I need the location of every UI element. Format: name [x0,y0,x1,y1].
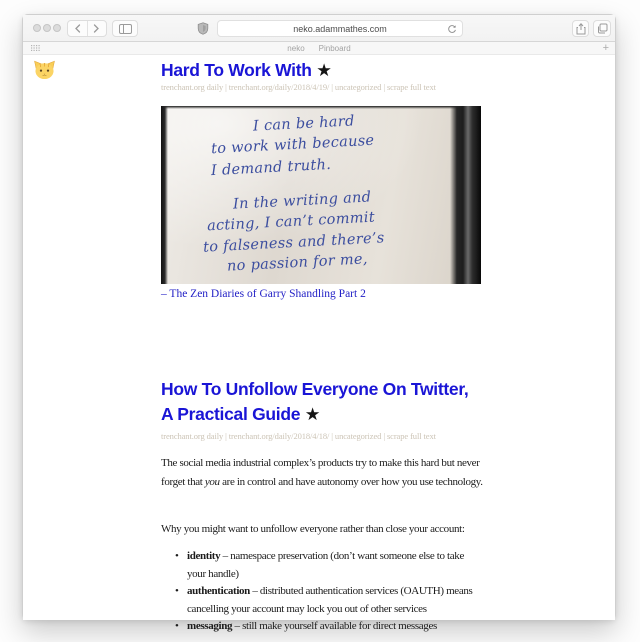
star-icon: ★ [316,60,332,80]
favorites-link-neko[interactable]: neko [287,43,305,53]
post-title-unfollow-everyone[interactable] [161,377,468,427]
new-tab-plus-button[interactable]: + [602,42,609,54]
emphasized-you: you [204,476,220,488]
handwriting-line: no passion for me, [226,251,369,275]
reload-icon [447,24,457,34]
page-content [23,55,615,632]
handwriting-line: to work with because [210,132,375,158]
sidebar-icon [119,24,132,34]
back-button[interactable] [68,21,87,36]
share-button[interactable] [572,20,589,37]
caption-link-zen-diaries[interactable]: – The Zen Diaries of Garry Shandling Part 2 [161,288,366,300]
tabs-icon [597,23,608,34]
minimize-window-button[interactable] [43,24,51,32]
handwriting-line: to falseness and there’s [202,230,385,256]
post-meta-line[interactable]: trenchant.org daily | trenchant.org/daily/2018/4/19/ | uncategorized | scrape full text [161,82,436,92]
paragraph-social-media [161,454,483,492]
list-item-messaging [173,618,483,636]
post-title-text: Hard To Work With [161,60,312,80]
paragraph-text: are in control and have autonomy over how you use technology. [219,476,483,488]
sidebar-toggle-button[interactable] [112,20,138,37]
list-term: identity [187,550,221,562]
paragraph-text: The social media industrial complex’s products try to make this hard but never forget that [161,457,480,488]
post-title-text-line2: A Practical Guide [161,404,301,424]
share-icon [576,23,586,35]
post-meta-line[interactable]: trenchant.org daily | trenchant.org/daily/2018/4/18/ | uncategorized | scrape full text [161,431,436,441]
handwriting-line: I can be hard [252,113,355,135]
close-window-button[interactable] [33,24,41,32]
list-term: messaging [187,620,233,632]
forward-button[interactable] [87,21,106,36]
handwritten-note-photo [161,106,481,284]
handwriting-line: In the writing and [232,189,372,213]
favorites-grid-icon[interactable] [31,45,40,53]
paragraph-why-unfollow: Why you might want to unfollow everyone rather than close your account: [161,523,465,535]
list-item-identity [173,548,483,583]
photo-dark-edge-left [161,106,168,284]
safari-window [22,14,616,632]
content-blocker-shield-icon[interactable] [197,22,209,35]
reasons-list [173,548,483,636]
address-bar[interactable] [217,20,463,37]
list-text: – distributed authentication services (OAUTH) means cancelling your account may lock you out of other services [187,585,473,615]
photo-dark-edge-top [161,106,481,109]
favorites-bar [23,42,615,55]
cat-face-emoji-icon [34,60,55,80]
list-text: – namespace preservation (don’t want someone else to take your handle) [187,550,464,580]
chevron-left-icon [74,24,81,33]
address-bar-url: neko.adammathes.com [293,23,387,34]
photo-dark-edge-right [450,106,481,284]
post-title-text-line1: How To Unfollow Everyone On Twitter, [161,379,469,399]
show-all-tabs-button[interactable] [593,20,611,37]
chevron-right-icon [93,24,100,33]
list-item-authentication [173,583,483,618]
list-text: – still make yourself available for direct messages [232,620,437,632]
zoom-window-button[interactable] [53,24,61,32]
post-column [161,55,483,632]
history-nav-group [67,20,107,37]
list-term: authentication [187,585,250,597]
browser-toolbar [23,15,615,42]
reload-button[interactable] [447,24,457,34]
favorites-link-pinboard[interactable]: Pinboard [318,43,351,53]
handwriting-line: I demand truth. [210,156,332,180]
star-icon: ★ [304,404,321,424]
post-title-hard-to-work-with[interactable] [161,58,332,83]
handwriting-line: acting, I can’t commit [206,209,376,235]
